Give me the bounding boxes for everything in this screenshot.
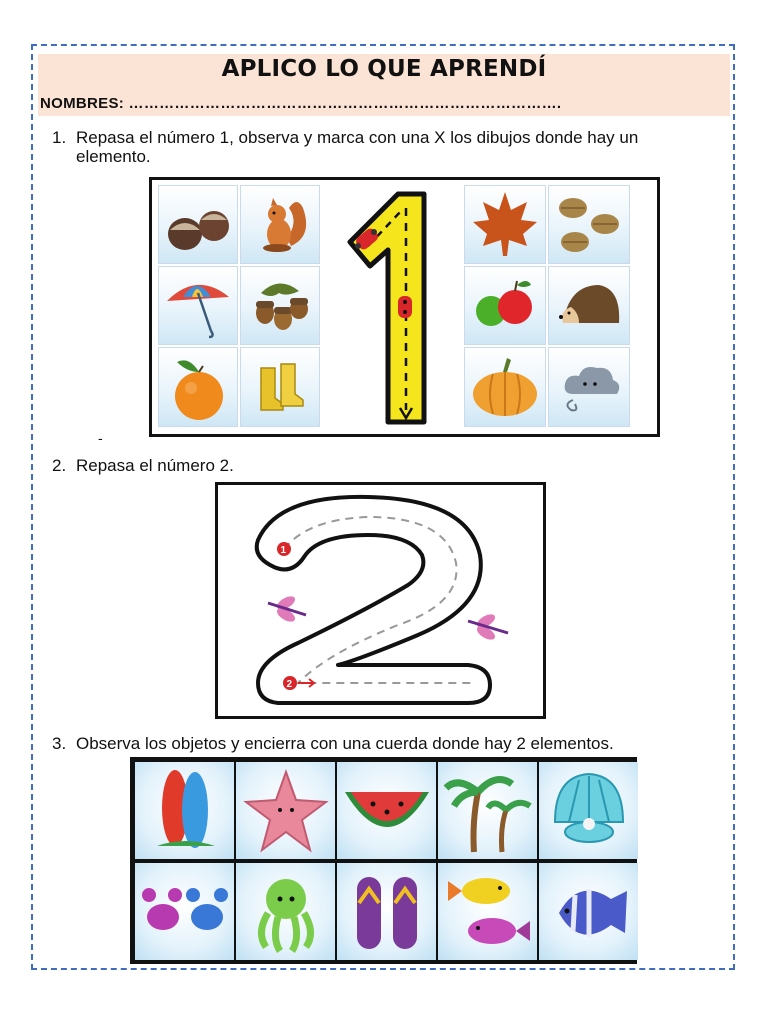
octopus-icon	[236, 863, 335, 960]
exercise-3-panel	[130, 757, 637, 964]
question-text: Observa los objetos y encierra con una cuerda donde hay 2 elementos.	[76, 734, 614, 753]
cell-surfboards[interactable]	[135, 762, 234, 859]
cell-rain-boots[interactable]	[240, 347, 320, 427]
question-number: 3.	[52, 734, 67, 753]
walnuts-icon	[549, 186, 629, 263]
seashell-icon	[539, 762, 638, 859]
exercise-2-panel	[215, 482, 546, 719]
rain-boots-icon	[241, 348, 319, 426]
pumpkin-icon	[465, 348, 545, 426]
maple-leaf-icon	[465, 186, 545, 263]
dragonfly-icon	[468, 612, 508, 643]
surfboards-icon	[135, 762, 234, 859]
exercise-1-panel	[149, 177, 660, 437]
worksheet-title: APLICO LO QUE APRENDÍ	[221, 56, 547, 82]
cell-crabs[interactable]	[135, 863, 234, 960]
question-text: Repasa el número 2.	[76, 456, 234, 475]
marker-2-label: 2	[286, 679, 293, 690]
cell-walnuts[interactable]	[548, 185, 630, 264]
apples-icon	[465, 267, 545, 344]
cell-starfish[interactable]	[236, 762, 335, 859]
cell-palm-trees[interactable]	[438, 762, 537, 859]
cell-tangerine[interactable]	[158, 347, 238, 427]
question-3	[52, 734, 614, 753]
trace-number-one	[338, 186, 438, 430]
hedgehog-icon	[549, 267, 629, 344]
names-field[interactable]: NOMBRES: ………………………………………………………………………….	[40, 95, 562, 112]
watermelon-slice-icon	[337, 762, 436, 859]
cell-pumpkin[interactable]	[464, 347, 546, 427]
cell-umbrella[interactable]	[158, 266, 238, 345]
cell-apples[interactable]	[464, 266, 546, 345]
question-1	[52, 128, 702, 166]
marker-1-icon	[277, 542, 291, 556]
angelfish-icon	[539, 863, 638, 960]
cell-wind-cloud[interactable]	[548, 347, 630, 427]
cell-maple-leaf[interactable]	[464, 185, 546, 264]
ladybug-car-icon	[398, 296, 412, 318]
question-number: 1.	[52, 128, 67, 147]
acorns-icon	[241, 267, 319, 344]
cell-squirrel[interactable]	[240, 185, 320, 264]
marker-1-label: 1	[280, 545, 287, 556]
cell-hedgehog[interactable]	[548, 266, 630, 345]
cell-acorns[interactable]	[240, 266, 320, 345]
question-text: Repasa el número 1, observa y marca con una X los dibujos donde hay un elemento.	[76, 128, 639, 166]
starfish-icon	[236, 762, 335, 859]
cell-angelfish[interactable]	[539, 863, 638, 960]
flip-flops-icon	[337, 863, 436, 960]
cell-octopus[interactable]	[236, 863, 335, 960]
palm-trees-icon	[438, 762, 537, 859]
trace-number-two	[218, 485, 543, 716]
cell-watermelon[interactable]	[337, 762, 436, 859]
two-fish-icon	[438, 863, 537, 960]
crabs-icon	[135, 863, 234, 960]
tangerine-icon	[159, 348, 237, 426]
chestnuts-icon	[159, 186, 237, 263]
question-number: 2.	[52, 456, 67, 475]
stray-mark: -	[98, 430, 103, 446]
wind-cloud-icon	[549, 348, 629, 426]
cell-chestnuts[interactable]	[158, 185, 238, 264]
dragonfly-icon	[268, 594, 306, 625]
cell-two-fish[interactable]	[438, 863, 537, 960]
question-2	[52, 456, 234, 475]
umbrella-icon	[159, 267, 237, 344]
cell-seashell[interactable]	[539, 762, 638, 859]
squirrel-icon	[241, 186, 319, 263]
cell-flip-flops[interactable]	[337, 863, 436, 960]
